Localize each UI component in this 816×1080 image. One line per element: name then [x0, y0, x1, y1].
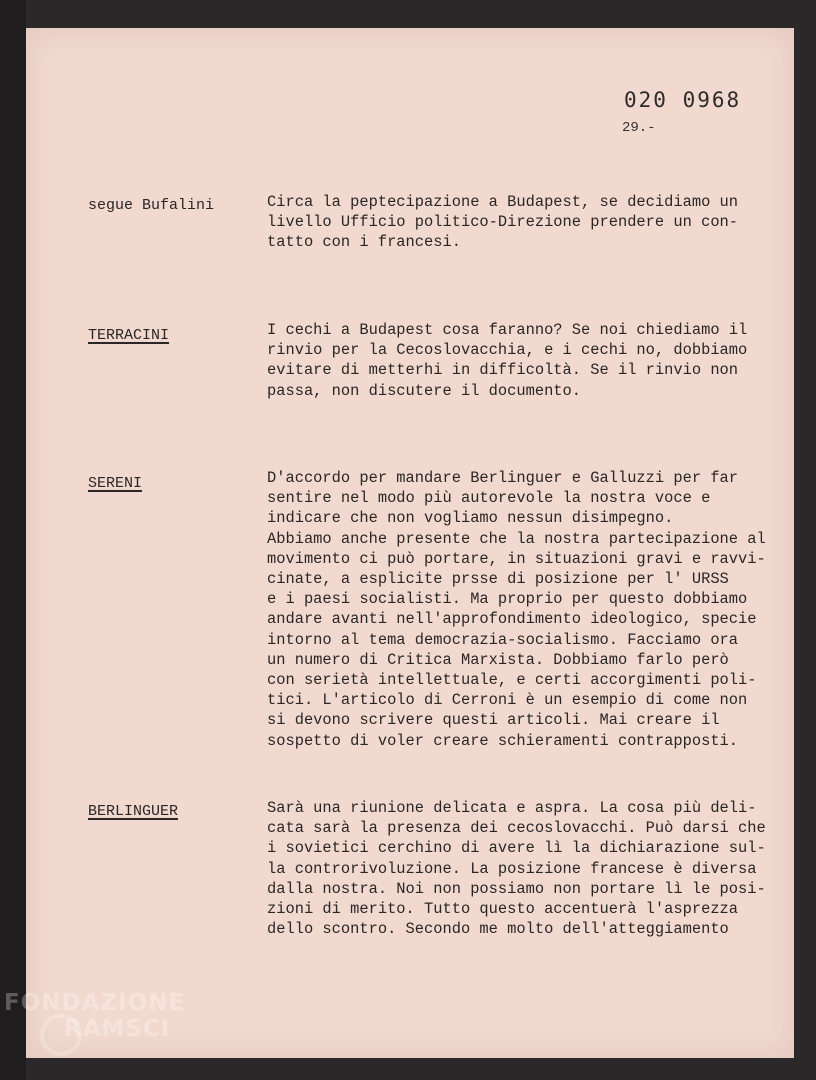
text-line: dello scontro. Secondo me molto dell'atteggiamento — [267, 920, 729, 939]
speaker-label: TERRACINI — [88, 327, 170, 344]
text-line: D'accordo per mandare Berlinguer e Galluzzi per far — [267, 469, 739, 487]
text-line: passa, non discutere il documento. — [267, 381, 582, 400]
text-line: sentire nel modo più autorevole la nostra voce e — [267, 489, 711, 508]
watermark-g-icon — [40, 1014, 82, 1056]
text-line: cinate, a esplicite prsse di posizione per l' URSS — [267, 570, 729, 589]
text-line: tatto con i francesi. — [267, 233, 461, 252]
text-line: Abbiamo anche presente che la nostra partecipazione al — [267, 529, 766, 548]
text-line: tici. L'articolo di Cerroni è un esempio di come non — [267, 691, 748, 710]
text-line: movimento ci può portare, in situazioni gravi e ravvi- — [267, 549, 766, 568]
archive-number: 020 0968 — [624, 88, 742, 112]
text-line: livello Ufficio politico-Direzione prendere un con- — [267, 213, 739, 232]
text-line: e i paesi socialisti. Ma proprio per questo dobbiamo — [267, 590, 748, 609]
text-line: i sovietici cerchino di avere lì la dichiarazione sul- — [267, 839, 766, 858]
text-line: Circa la peptecipazione a Budapest, se decidiamo un — [267, 193, 739, 211]
watermark-line2: RAMSCI — [64, 1016, 171, 1042]
text-line: intorno al tema democrazia-socialismo. Facciamo ora — [267, 630, 739, 649]
speaker-label: SERENI — [88, 475, 143, 492]
text-line: dalla nostra. Noi non possiamo non portare lì le posi- — [267, 879, 766, 898]
speaker-label: BERLINGUER — [88, 803, 179, 820]
text-line: con serietà intellettuale, e certi accorgimenti poli- — [267, 671, 757, 690]
speech-block — [267, 192, 787, 253]
speaker-label: segue Bufalini — [88, 197, 215, 214]
text-line: sospetto di voler creare schieramenti contrapposti. — [267, 731, 739, 750]
text-line: zioni di merito. Tutto questo accentuerà l'asprezza — [267, 900, 739, 919]
text-line: andare avanti nell'approfondimento ideologico, specie — [267, 610, 757, 629]
text-line: cata sarà la presenza dei cecoslovacchi. Può darsi che — [267, 819, 766, 838]
text-line: indicare che non vogliamo nessun disimpegno. — [267, 509, 674, 528]
text-line: un numero di Critica Marxista. Dobbiamo farlo però — [267, 650, 729, 669]
speech-block — [267, 320, 787, 401]
watermark-line1: FONDAZIONE — [4, 990, 186, 1016]
page-number: 29.- — [622, 120, 656, 136]
speech-block — [267, 468, 787, 751]
text-line: I cechi a Budapest cosa faranno? Se noi chiediamo il — [267, 321, 748, 339]
scan-edge — [0, 0, 26, 1080]
text-line: si devono scrivere questi articoli. Mai creare il — [267, 711, 720, 730]
text-line: la controrivoluzione. La posizione francese è diversa — [267, 859, 757, 878]
watermark-logo — [4, 990, 185, 1042]
speech-block — [267, 798, 787, 939]
text-line: evitare di metterhi in difficoltà. Se il rinvio non — [267, 361, 739, 380]
text-line: Sarà una riunione delicata e aspra. La cosa più deli- — [267, 799, 757, 817]
text-line: rinvio per la Cecoslovacchia, e i cechi no, dobbiamo — [267, 341, 748, 360]
